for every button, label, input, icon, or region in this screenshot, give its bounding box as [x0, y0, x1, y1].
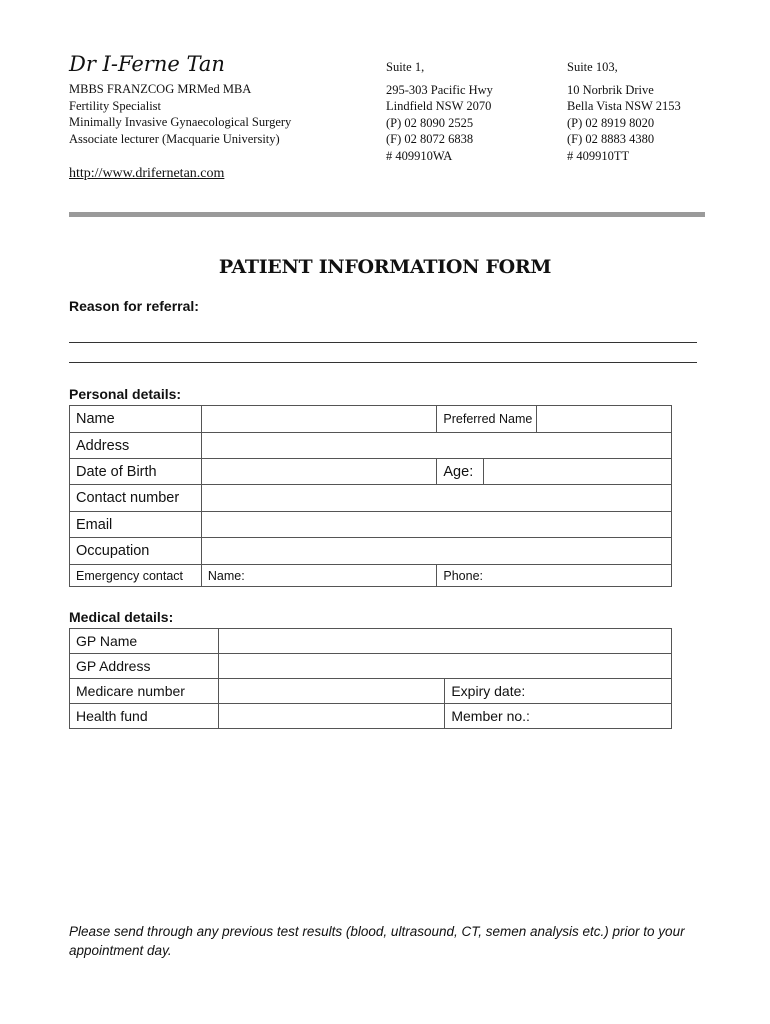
name-field[interactable] [201, 406, 437, 433]
suite-label: Suite 1, [386, 60, 425, 74]
contact-number-field[interactable] [201, 485, 671, 512]
emergency-phone-field[interactable]: Phone: [437, 565, 672, 587]
gp-address-field[interactable] [218, 654, 671, 679]
table-row [70, 704, 672, 729]
gp-name-field[interactable] [218, 629, 671, 654]
address-line: Lindfield NSW 2070 [386, 99, 492, 113]
table-row [70, 679, 672, 704]
table-row [70, 538, 672, 565]
credential-line: MBBS FRANZCOG MRMed MBA [69, 82, 252, 96]
medicare-number-label: Medicare number [70, 679, 219, 704]
address-line: Bella Vista NSW 2153 [567, 99, 681, 113]
credential-line: Minimally Invasive Gynaecological Surgery [69, 115, 292, 129]
email-label: Email [70, 512, 202, 538]
occupation-field[interactable] [201, 538, 671, 565]
table-row [70, 433, 672, 459]
dob-label: Date of Birth [70, 459, 202, 485]
medical-details-heading: Medical details: [69, 609, 174, 625]
table-row [70, 565, 672, 587]
fax-line: (F) 02 8072 6838 [386, 132, 474, 146]
preferred-name-label: Preferred Name [437, 406, 537, 433]
medical-details-table [69, 628, 672, 729]
personal-details-heading: Personal details: [69, 386, 182, 402]
provider-number: # 409910TT [567, 148, 630, 163]
referral-label: Reason for referral: [69, 298, 199, 314]
website-link[interactable]: http://www.drifernetan.com [69, 166, 225, 181]
member-number-field[interactable]: Member no.: [445, 704, 672, 729]
address-line: 10 Norbrik Drive [567, 82, 654, 97]
emergency-name-field[interactable]: Name: [201, 565, 437, 587]
table-row [70, 459, 672, 485]
dob-field[interactable] [201, 459, 437, 485]
preferred-name-field[interactable] [537, 406, 672, 433]
gp-address-label: GP Address [70, 654, 219, 679]
emergency-contact-label: Emergency contact [70, 565, 202, 587]
occupation-label: Occupation [70, 538, 202, 565]
address-label: Address [70, 433, 202, 459]
table-row [70, 512, 672, 538]
expiry-date-field[interactable]: Expiry date: [445, 679, 672, 704]
table-row [70, 629, 672, 654]
age-field[interactable] [484, 459, 672, 485]
form-title: PATIENT INFORMATION FORM [218, 256, 552, 278]
credentials-block [69, 81, 291, 147]
age-label: Age: [437, 459, 484, 485]
contact-number-label: Contact number [70, 485, 202, 512]
doctor-name: Dr I-Ferne Tan [69, 52, 225, 76]
phone-line: (P) 02 8090 2525 [386, 115, 474, 130]
personal-details-table [69, 405, 672, 587]
fax-line: (F) 02 8883 4380 [567, 132, 655, 146]
credential-line: Associate lecturer (Macquarie University) [69, 131, 280, 146]
provider-number: # 409910WA [386, 148, 453, 163]
suite-label: Suite 103, [567, 60, 618, 74]
referral-line-1[interactable] [69, 342, 697, 343]
medicare-number-field[interactable] [218, 679, 445, 704]
location-lindfield [386, 59, 493, 164]
address-field[interactable] [201, 433, 671, 459]
footer-note: Please send through any previous test results (blood, ultrasound, CT, semen analysis etc.) prior to your appointment day. [69, 924, 685, 958]
location-bella-vista [567, 59, 681, 164]
header-divider [69, 212, 705, 217]
table-row [70, 654, 672, 679]
gp-name-label: GP Name [70, 629, 219, 654]
email-field[interactable] [201, 512, 671, 538]
table-row [70, 485, 672, 512]
phone-line: (P) 02 8919 8020 [567, 115, 655, 130]
health-fund-field[interactable] [218, 704, 445, 729]
table-row [70, 406, 672, 433]
address-line: 295-303 Pacific Hwy [386, 82, 493, 97]
health-fund-label: Health fund [70, 704, 219, 729]
credential-line: Fertility Specialist [69, 98, 162, 113]
referral-line-2[interactable] [69, 362, 697, 363]
name-label: Name [70, 406, 202, 433]
